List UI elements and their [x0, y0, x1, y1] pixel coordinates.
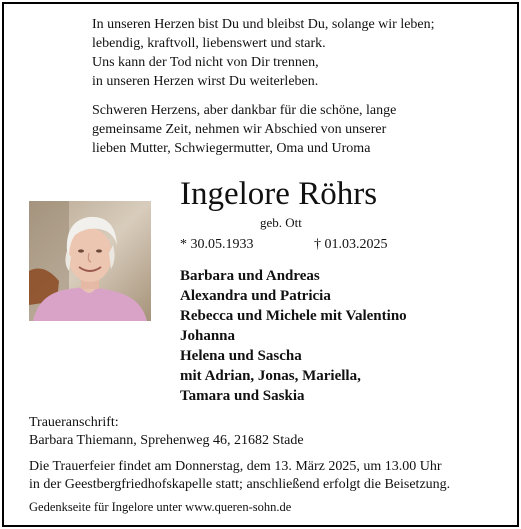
poem-line: in unseren Herzen wirst Du weiterleben.	[92, 74, 319, 89]
intro-line: lieben Mutter, Schwiegermutter, Oma und Uroma	[92, 141, 371, 156]
portrait-image	[29, 201, 151, 321]
family-member: Tamara und Saskia	[180, 388, 305, 404]
poem	[92, 15, 502, 91]
address-label: Traueranschrift:	[29, 415, 119, 430]
maiden-name: geb. Ott	[260, 215, 302, 230]
deceased-name: Ingelore Röhrs	[180, 176, 378, 212]
memorial-page-link[interactable]: Gedenkseite für Ingelore unter www.queren-sohn.de	[29, 500, 292, 514]
ceremony-info	[29, 458, 509, 494]
family-member: mit Adrian, Jonas, Mariella,	[180, 368, 361, 384]
death-date: † 01.03.2025	[314, 237, 388, 252]
portrait-photo	[29, 201, 151, 321]
intro-line: gemeinsame Zeit, nehmen wir Abschied von unserer	[92, 122, 387, 137]
family-member: Rebecca und Michele mit Valentino	[180, 308, 407, 324]
family-member: Helena und Sascha	[180, 348, 302, 364]
poem-line: Uns kann der Tod nicht von Dir trennen,	[92, 55, 319, 70]
family-member: Alexandra und Patricia	[180, 288, 331, 304]
obituary-notice	[2, 2, 519, 527]
birth-date: * 30.05.1933	[180, 237, 254, 252]
family-member: Barbara und Andreas	[180, 268, 320, 284]
family-member: Johanna	[180, 328, 236, 344]
family-list	[180, 266, 500, 406]
ceremony-line: Die Trauerfeier findet am Donnerstag, dem 13. März 2025, um 13.00 Uhr	[29, 459, 442, 474]
ceremony-line: in der Geestbergfriedhofskapelle statt; anschließend erfolgt die Beisetzung.	[29, 477, 451, 492]
mourning-address: Barbara Thiemann, Sprehenweg 46, 21682 Stade	[29, 433, 304, 448]
intro-line: Schweren Herzens, aber dankbar für die schöne, lange	[92, 103, 397, 118]
poem-line: In unseren Herzen bist Du und bleibst Du, solange wir leben;	[92, 17, 435, 32]
poem-line: lebendig, kraftvoll, liebenswert und stark.	[92, 36, 326, 51]
farewell-intro	[92, 101, 502, 158]
